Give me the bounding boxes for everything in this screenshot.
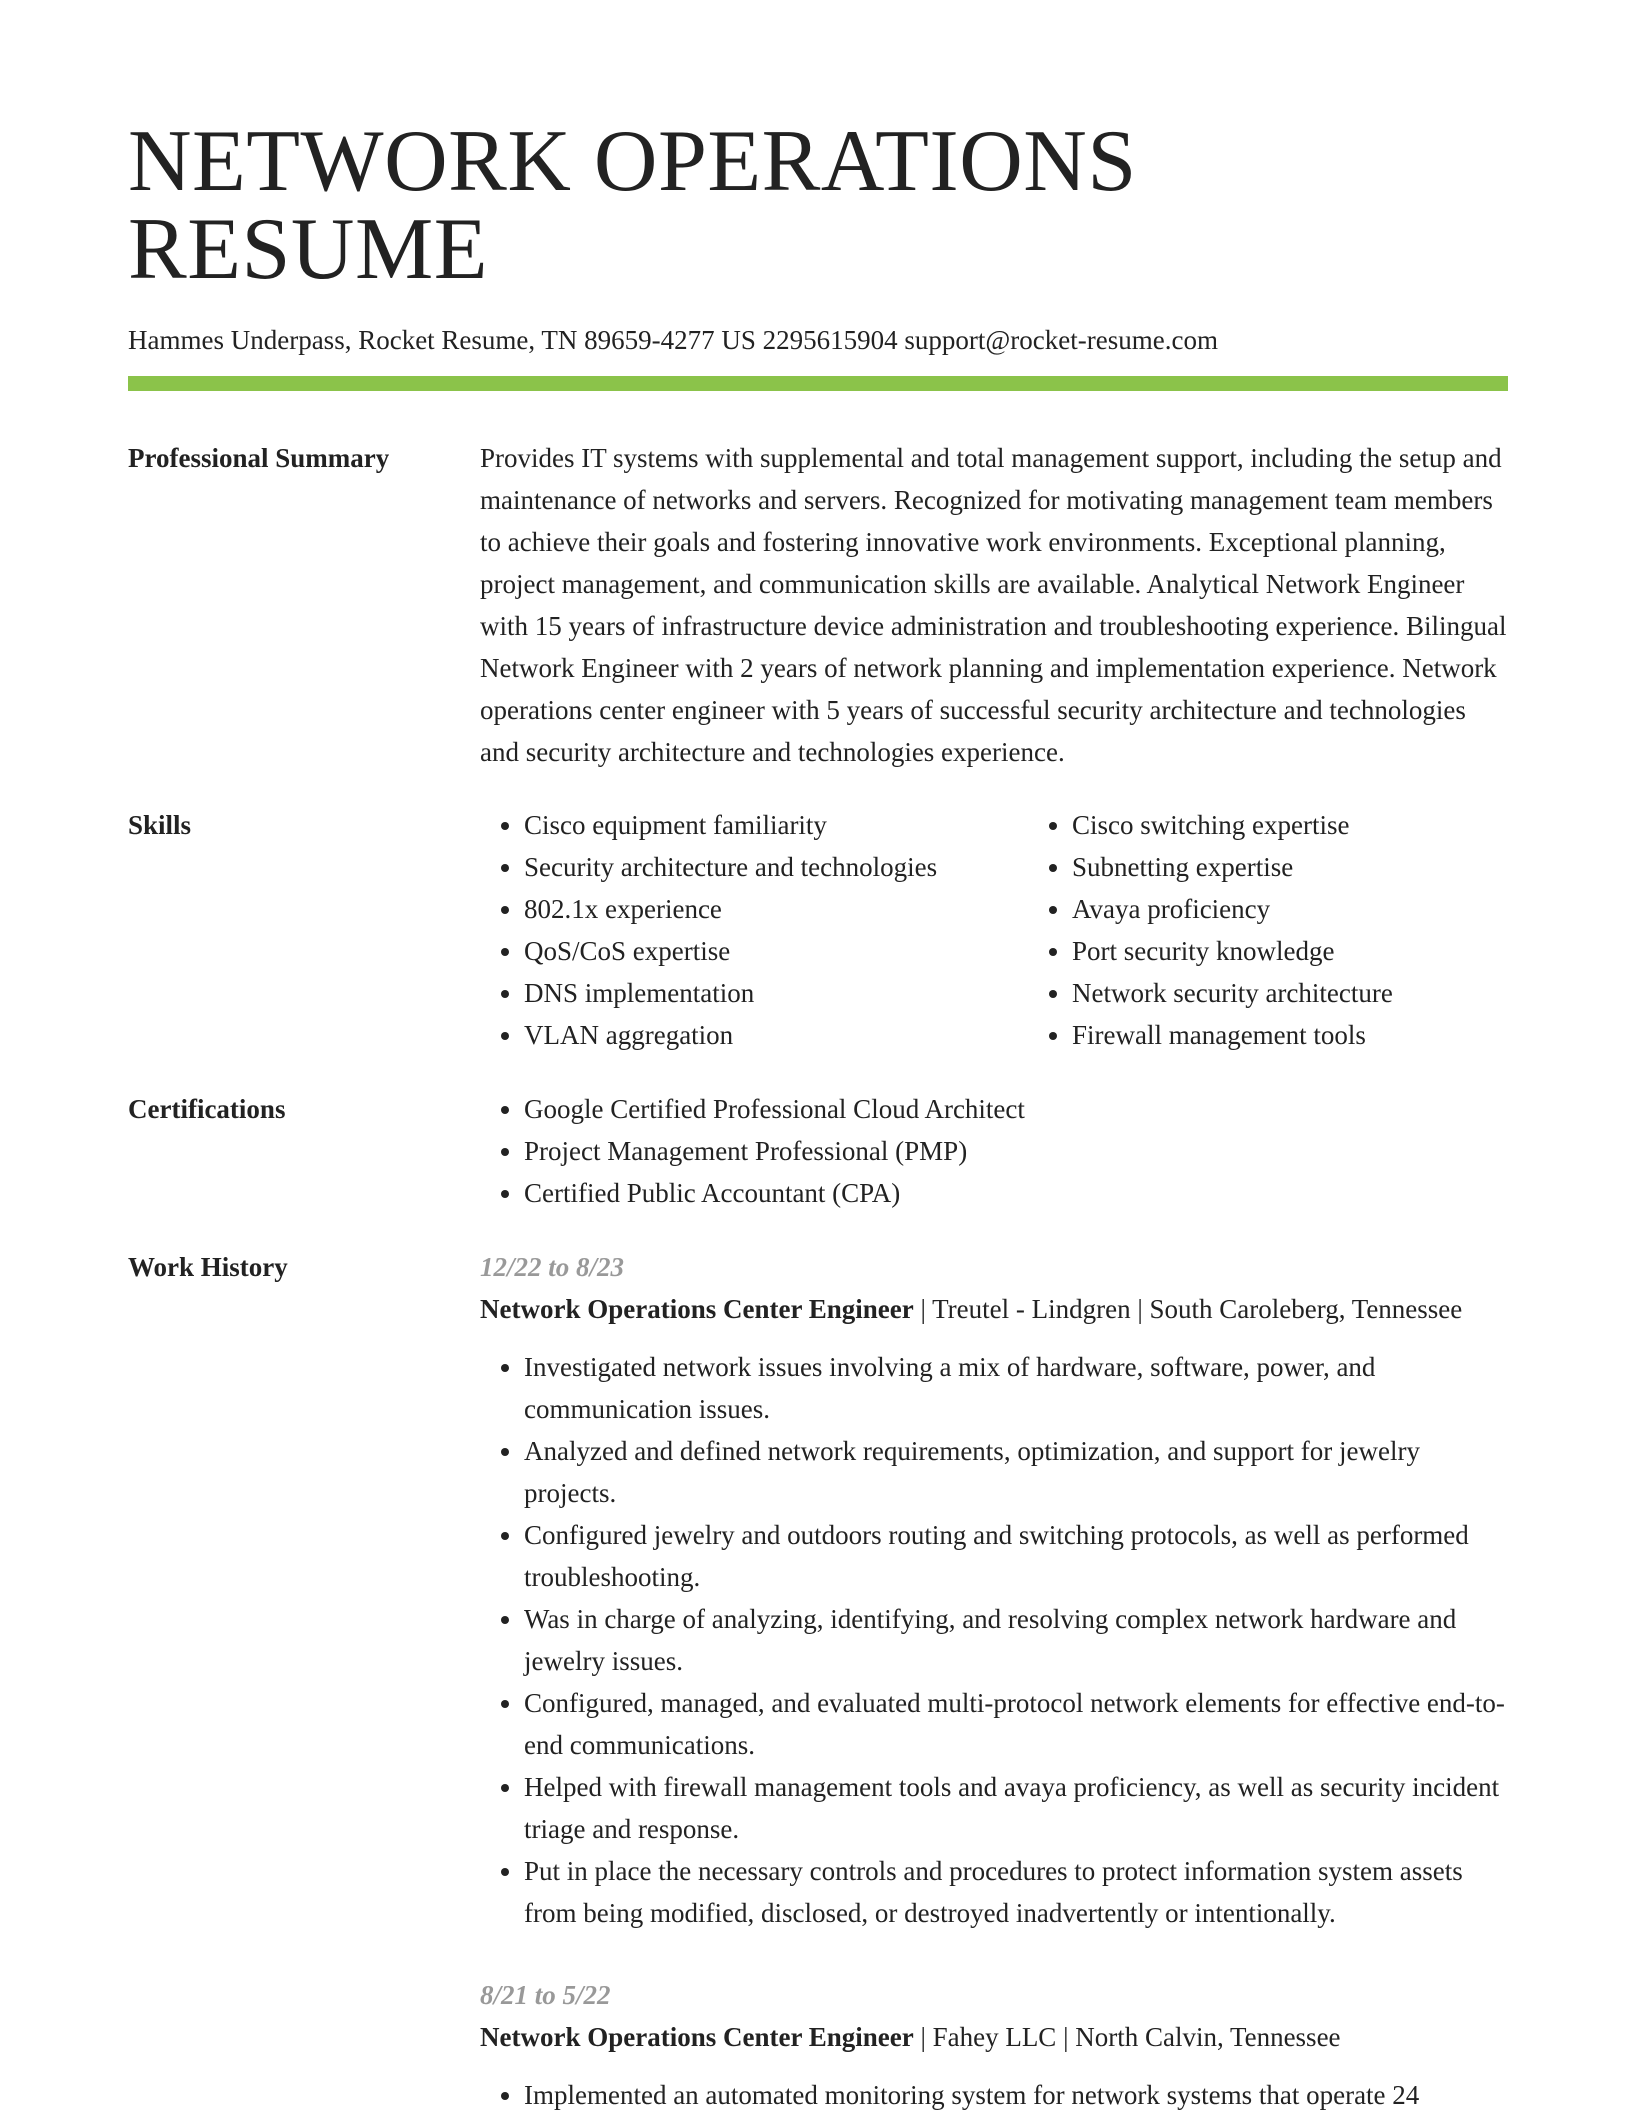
job-bullets xyxy=(480,2074,1508,2112)
skill-item: • Cisco equipment familiarity xyxy=(524,804,1028,846)
resume-title: NETWORK OPERATIONS RESUME xyxy=(128,113,1137,298)
skill-item: • DNS implementation xyxy=(524,972,1028,1014)
job-title-line xyxy=(480,2016,1508,2058)
job-bullet: • Put in place the necessary controls and procedures to protect information system assets from being modified, disclosed, or destroyed inadvertently or intentionally. xyxy=(524,1850,1508,1934)
skill-item: • 802.1x experience xyxy=(524,888,1028,930)
skill-item: • Cisco switching expertise xyxy=(1072,804,1508,846)
job-bullet: • Implemented an automated monitoring system for network systems that operate 24 xyxy=(524,2074,1508,2112)
skill-item: • Port security knowledge xyxy=(1072,930,1508,972)
skill-item: • VLAN aggregation xyxy=(524,1014,1028,1056)
skill-item: • Subnetting expertise xyxy=(1072,846,1508,888)
job-employer-location: | Treutel - Lindgren | South Caroleberg, Tennessee xyxy=(913,1294,1463,1325)
work-history-heading: Work History xyxy=(128,1252,288,1283)
job-title: Network Operations Center Engineer xyxy=(480,1294,914,1325)
summary-heading: Professional Summary xyxy=(128,443,390,474)
job-bullet: • Configured, managed, and evaluated multi-protocol network elements for effective end-to-end communications. xyxy=(524,1682,1508,1766)
job-entry xyxy=(480,1246,1508,1934)
work-history-list xyxy=(480,1246,1508,2112)
job-bullet: • Configured jewelry and outdoors routing and switching protocols, as well as performed troubleshooting. xyxy=(524,1514,1508,1598)
header-divider xyxy=(128,376,1508,391)
certification-item: • Certified Public Accountant (CPA) xyxy=(524,1172,1508,1214)
skill-item: • Security architecture and technologies xyxy=(524,846,1028,888)
skills-column-1 xyxy=(480,804,1028,1056)
skill-item: • Network security architecture xyxy=(1072,972,1508,1014)
job-dates: 8/21 to 5/22 xyxy=(480,1980,611,2011)
summary-section xyxy=(128,437,1508,773)
certifications-heading: Certifications xyxy=(128,1094,286,1125)
skills-column-2 xyxy=(1028,804,1508,1056)
certification-item: • Project Management Professional (PMP) xyxy=(524,1130,1508,1172)
job-dates: 12/22 to 8/23 xyxy=(480,1252,625,1283)
job-title-line xyxy=(480,1288,1508,1330)
certification-item: • Google Certified Professional Cloud Architect xyxy=(524,1088,1508,1130)
skills-grid xyxy=(480,804,1508,1056)
skill-item: • Avaya proficiency xyxy=(1072,888,1508,930)
job-bullet: • Analyzed and defined network requirements, optimization, and support for jewelry projects. xyxy=(524,1430,1508,1514)
job-bullet: • Was in charge of analyzing, identifying, and resolving complex network hardware and jewelry issues. xyxy=(524,1598,1508,1682)
job-bullet: • Investigated network issues involving a mix of hardware, software, power, and communication issues. xyxy=(524,1346,1508,1430)
job-bullets xyxy=(480,1346,1508,1934)
job-employer-location: | Fahey LLC | North Calvin, Tennessee xyxy=(913,2022,1341,2053)
skills-heading: Skills xyxy=(128,810,192,841)
skill-item: • Firewall management tools xyxy=(1072,1014,1508,1056)
job-title: Network Operations Center Engineer xyxy=(480,2022,914,2053)
job-bullet: • Helped with firewall management tools and avaya proficiency, as well as security incident triage and response. xyxy=(524,1766,1508,1850)
skills-section xyxy=(128,804,1508,1056)
contact-line: Hammes Underpass, Rocket Resume, TN 89659-4277 US 2295615904 support@rocket-resume.com xyxy=(128,325,1218,355)
work-history-section xyxy=(128,1246,1508,2112)
certifications-section xyxy=(128,1088,1508,1214)
skill-item: • QoS/CoS expertise xyxy=(524,930,1028,972)
job-entry xyxy=(480,1974,1508,2112)
certifications-list xyxy=(480,1088,1508,1214)
summary-text: Provides IT systems with supplemental and total management support, including the setup and maintenance of networks and servers. Recognized for motivating management team members to achieve their goals and fostering innovative work environments. Exceptional planning, project management, and communication skills are available. Analytical Network Engineer with 15 years of infrastructure device administration and troubleshooting experience. Bilingual Network Engineer with 2 years of network planning and implementation experience. Network operations center engineer with 5 years of successful security architecture and technologies and security architecture and technologies experience. xyxy=(480,443,1507,768)
